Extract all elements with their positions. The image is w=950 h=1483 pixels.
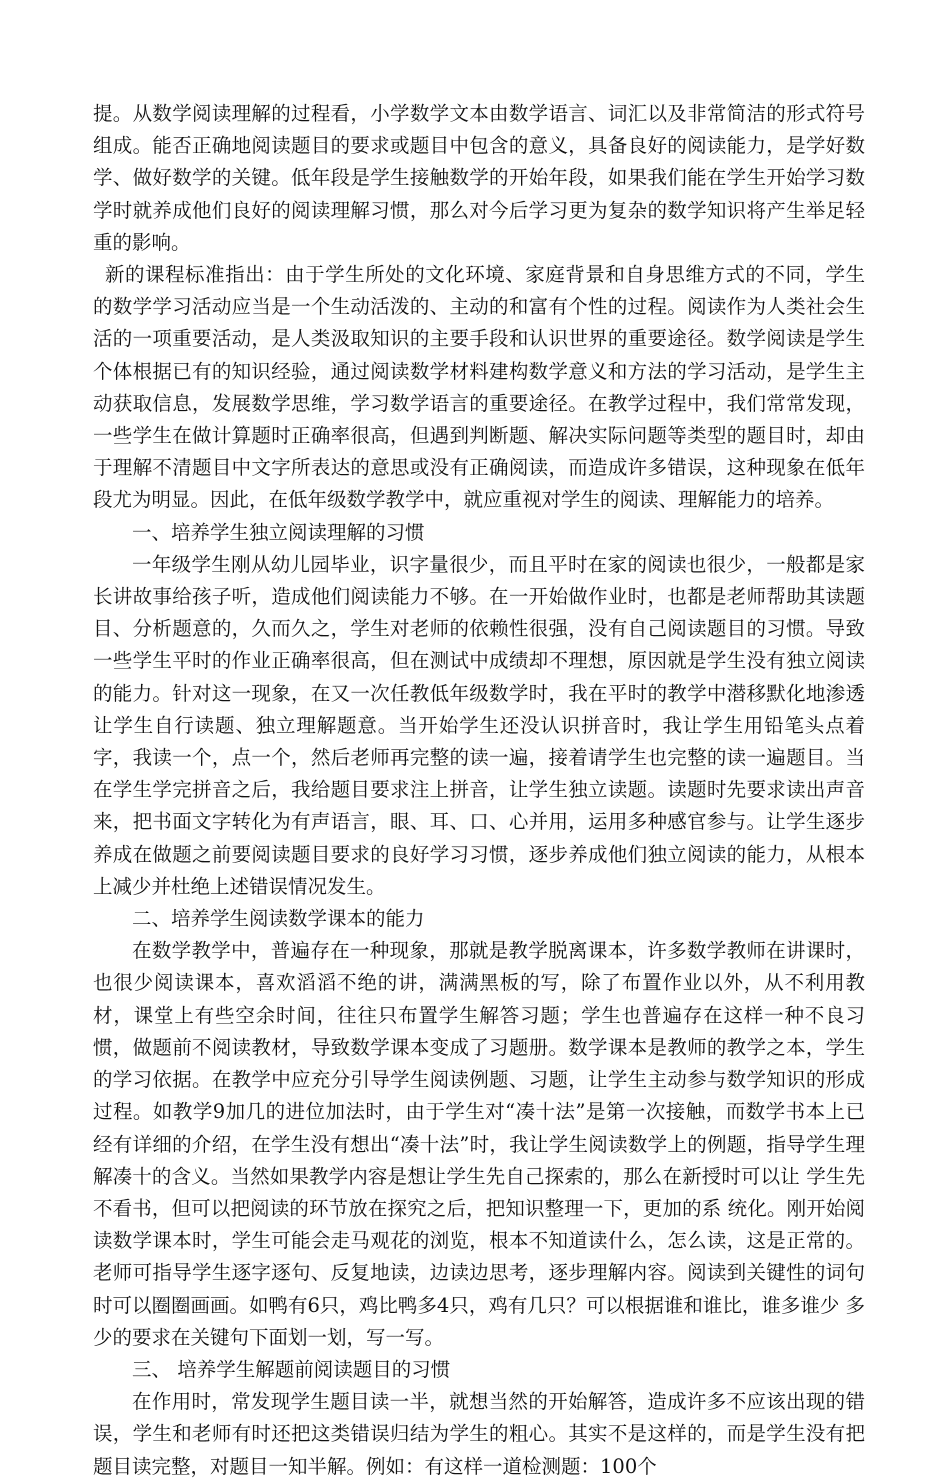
section-heading-2: 二、培养学生阅读数学课本的能力	[132, 907, 425, 931]
paragraph-curriculum-standard: 新的课程标准指出：由于学生所处的文化环境、家庭背景和自身思维方式的不同，学生的数学学习活动应当是一个生动活泼的、主动的和富有个性的过程。阅读作为人类社会生活的一项重要活动，是人类汲取知识的主要手段和认识世界的重要途径。数学阅读是学生个体根据已有的知识经验，通过阅读数学材料建构数学意义和方法的学习活动，是学生主动获取信息，发展数学思维，学习数学语言的重要途径。在教学过程中，我们常常发现，一些学生在做计算题时正确率很高，但遇到判断题、解决实际问题等类型的题目时，却由于理解不清题目中文字所表达的意思或没有正确阅读，而造成许多错误，这种现象在低年段尤为明显。因此，在低年级数学教学中，就应重视对学生的阅读、理解能力的培养。	[93, 263, 865, 512]
paragraph-continued: 提。从数学阅读理解的过程看，小学数学文本由数学语言、词汇以及非常简洁的形式符号组成。能否正确地阅读题目的要求或题目中包含的意义，具备良好的阅读能力，是学好数学、做好数学的关键。低年段是学生接触数学的开始年段，如果我们能在学生开始学习数学时就养成他们良好的阅读理解习惯，那么对今后学习更为复杂的数学知识将产生举足轻重的影响。	[93, 102, 865, 254]
document-body	[93, 98, 865, 1483]
section-heading-1: 一、培养学生独立阅读理解的习惯	[132, 520, 425, 544]
paragraph-section-3: 在作用时，常发现学生题目读一半，就想当然的开始解答，造成许多不应该出现的错误，学生和老师有时还把这类错误归结为学生的粗心。其实不是这样的，而是学生没有把题目读完整，对题目一知半解。例如：有这样一道检测题：100个	[93, 1390, 865, 1478]
paragraph-section-1: 一年级学生刚从幼儿园毕业，识字量很少，而且平时在家的阅读也很少，一般都是家长讲故事给孩子听，造成他们阅读能力不够。在一开始做作业时，也都是老师帮助其读题目、分析题意的，久而久之，学生对老师的依赖性很强，没有自己阅读题目的习惯。导致一些学生平时的作业正确率很高，但在测试中成绩却不理想，原因就是学生没有独立阅读的能力。针对这一现象，在又一次任教低年级数学时，我在平时的教学中潜移默化地渗透让学生自行读题、独立理解题意。当开始学生还没认识拼音时，我让学生用铅笔头点着字，我读一个，点一个，然后老师再完整的读一遍，接着请学生也完整的读一遍题目。当在学生学完拼音之后，我给题目要求注上拼音，让学生独立读题。读题时先要求读出声音来，把书面文字转化为有声语言，眼、耳、口、心并用，运用多种感官参与。让学生逐步养成在做题之前要阅读题目要求的良好学习习惯，逐步养成他们独立阅读的能力，从根本上减少并杜绝上述错误情况发生。	[93, 552, 865, 898]
paragraph-section-2: 在数学教学中，普遍存在一种现象，那就是教学脱离课本，许多数学教师在讲课时，也很少阅读课本，喜欢滔滔不绝的讲，满满黑板的写，除了布置作业以外，从不利用教材，课堂上有些空余时间，往往只布置学生解答习题；学生也普遍存在这样一种不良习惯，做题前不阅读教材，导致数学课本变成了习题册。数学课本是教师的教学之本，学生的学习依据。在教学中应充分引导学生阅读例题、习题，让学生主动参与数学知识的形成过程。如教学9加几的进位加法时，由于学生对“凑十法”是第一次接触，而数学书本上已经有详细的介绍，在学生没有想出“凑十法”时，我让学生阅读数学上的例题，指导学生理解凑十的含义。当然如果教学内容是想让学生先自己探索的，那么在新授时可以让 学生先不看书，但可以把阅读的环节放在探究之后，把知识整理一下，更加的系 统化。刚开始阅读数学课本时，学生可能会走马观花的浏览，根本不知道读什么，怎么读，这是正常的。老师可指导学生逐字逐句、反复地读，边读边思考，逐步理解内容。阅读到关键性的词句时可以圈圈画画。如鸭有6只，鸡比鸭多4只，鸡有几只？可以根据谁和谁比，谁多谁少 多 少的要求在关键句下面划一划，写一写。	[93, 939, 866, 1349]
section-heading-3: 三、 培养学生解题前阅读题目的习惯	[132, 1357, 451, 1381]
